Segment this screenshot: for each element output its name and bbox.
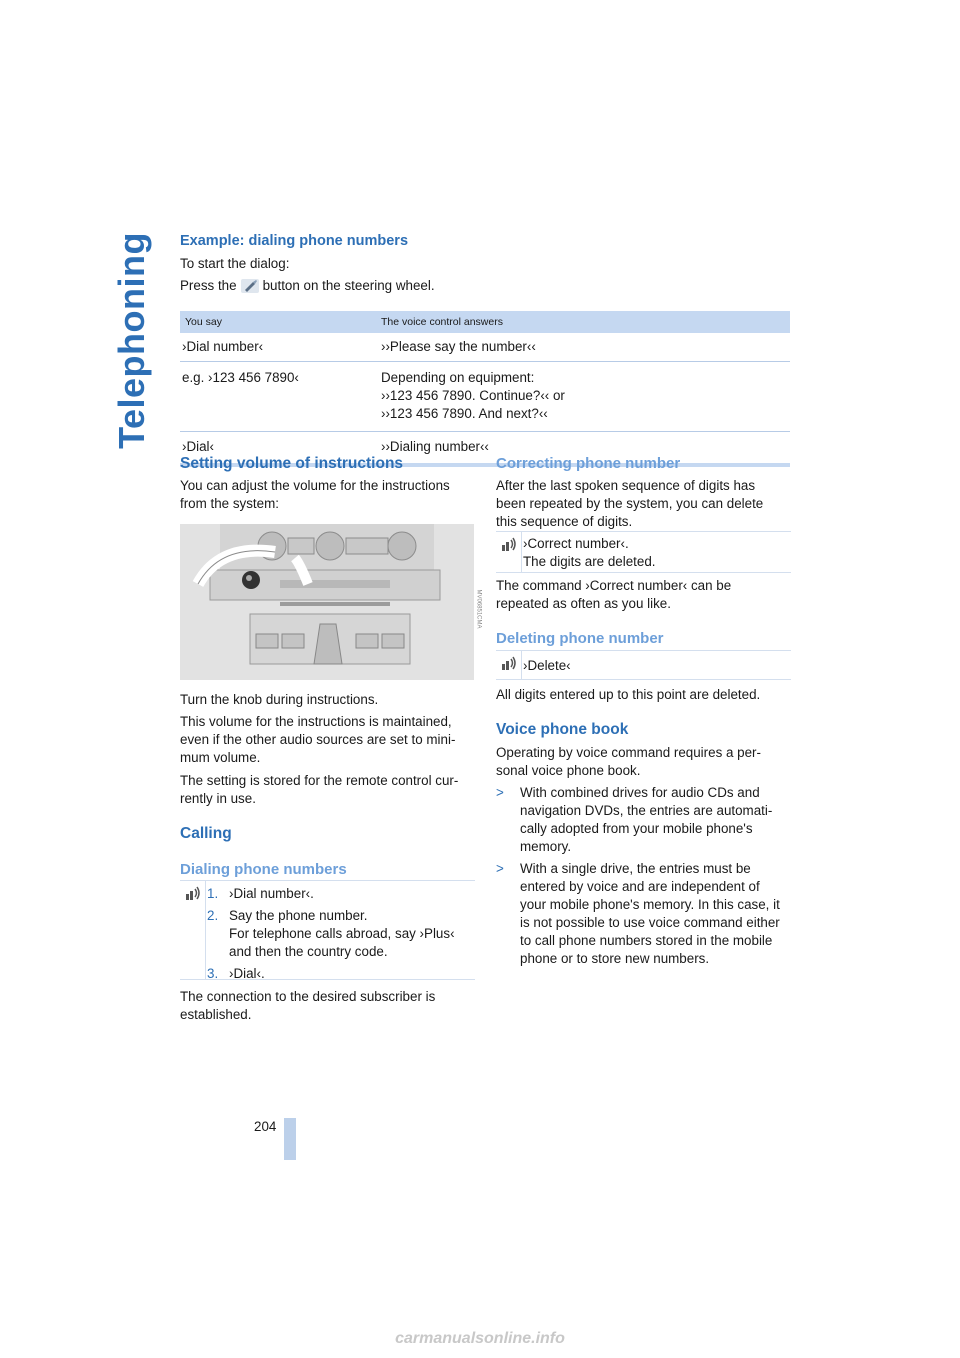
correct-command: ›Correct number‹. [523,536,629,551]
table-row [180,333,790,362]
bullet-marker: > [496,785,504,800]
bullet-line: cally adopted from your mobile phone's [520,821,753,836]
voice-command-table [180,311,790,467]
voice-book-text-2: sonal voice phone book. [496,763,641,778]
header-answers: The voice control answers [381,316,503,328]
delete-command: ›Delete‹ [523,658,571,673]
step-2 [207,907,455,959]
answer-line: ››123 456 7890. And next?‹‹ [381,406,548,421]
cell-you-say: ›Dial‹ [182,439,214,454]
stored-text-2: rently in use. [180,791,256,806]
box-divider [521,532,522,572]
voice-command-icon [500,655,518,671]
correcting-heading: Correcting phone number [496,455,681,472]
volume-heading: Setting volume of instructions [180,455,404,472]
correcting-text-1: After the last spoken sequence of digits has [496,478,756,493]
correcting-text-3: this sequence of digits. [496,514,633,529]
maintained-text-3: mum volume. [180,750,261,765]
deleting-heading: Deleting phone number [496,630,664,647]
volume-text-1 [180,477,480,513]
table-row [180,362,790,432]
bullet-line: With combined drives for audio CDs and [520,785,760,800]
step-number: 2. [207,908,219,923]
press-instruction [180,277,435,295]
step-number: 3. [207,966,219,981]
step-text: ›Dial‹. [229,966,265,981]
bullet-line: your mobile phone's memory. In this case, it [520,897,780,912]
delete-command-box [496,650,791,680]
answer-line: ››123 456 7890. Continue?‹‹ or [381,388,565,403]
step-number: 1. [207,886,219,901]
page-number-bar [284,1118,296,1160]
watermark: carmanualsonline.info [395,1330,565,1347]
chapter-side-title: Telephoning [111,232,152,449]
connection-text-1: The connection to the desired subscriber is [180,989,436,1004]
voice-command-icon [184,885,202,901]
repeat-text-1: The command ›Correct number‹ can be [496,578,732,593]
dialing-heading: Dialing phone numbers [180,861,347,878]
header-you-say: You say [185,316,222,328]
answer-line: Depending on equipment: [381,370,535,385]
voice-button-icon [241,279,259,293]
step-1 [207,885,314,903]
maintained-text-1: This volume for the instructions is maintained, [180,714,452,729]
example-intro: To start the dialog: [180,256,290,271]
answer-line: ››Dialing number‹‹ [381,439,489,454]
bullet-line: phone or to store new numbers. [520,951,710,966]
correct-result: The digits are deleted. [523,554,656,569]
page-number: 204 [254,1119,277,1134]
maintained-text-2: even if the other audio sources are set to mini- [180,732,456,747]
step-text: Say the phone number. [229,908,368,923]
repeat-text-2: repeated as often as you like. [496,596,671,611]
cell-you-say: ›Dial number‹ [182,339,264,354]
answer-line: ››Please say the number‹‹ [381,339,536,354]
bullet-line: entered by voice and are independent of [520,879,760,894]
table-header [180,311,790,333]
volume-text: You can adjust the volume for the instructions from the system: [180,478,450,511]
connection-text-2: established. [180,1007,252,1022]
cell-answer [381,438,790,456]
step-text: For telephone calls abroad, say ›Plus‹ [229,926,455,941]
step-text: ›Dial number‹. [229,886,314,901]
correct-command-box [496,531,791,573]
bullet-line: navigation DVDs, the entries are automati- [520,803,773,818]
calling-heading: Calling [180,825,232,842]
bullet-line: memory. [520,839,572,854]
box-divider [205,881,206,979]
press-after-text: button on the steering wheel. [262,278,435,293]
deleted-text: All digits entered up to this point are deleted. [496,687,761,702]
cell-answer [381,338,790,356]
stored-text-1: The setting is stored for the remote control cur- [180,773,459,788]
voice-command-icon [500,536,518,552]
voice-book-heading: Voice phone book [496,721,629,738]
turn-knob-text: Turn the knob during instructions. [180,692,379,707]
cell-you-say: e.g. ›123 456 7890‹ [182,370,299,385]
box-divider [521,651,522,679]
correcting-text-2: been repeated by the system, you can delete [496,496,764,511]
voice-book-text-1: Operating by voice command requires a per- [496,745,761,760]
step-text: and then the country code. [229,944,388,959]
press-before-text: Press the [180,278,237,293]
bullet-line: is not possible to use voice command either [520,915,780,930]
bullet-line: to call phone numbers stored in the mobile [520,933,773,948]
step-3 [207,965,265,983]
bullet-marker: > [496,861,504,876]
cell-answer [381,369,790,423]
example-heading: Example: dialing phone numbers [180,233,409,249]
image-code: MV06851CMA [475,589,482,629]
dialing-steps-box [180,880,475,980]
console-illustration [180,524,482,680]
bullet-line: With a single drive, the entries must be [520,861,751,876]
